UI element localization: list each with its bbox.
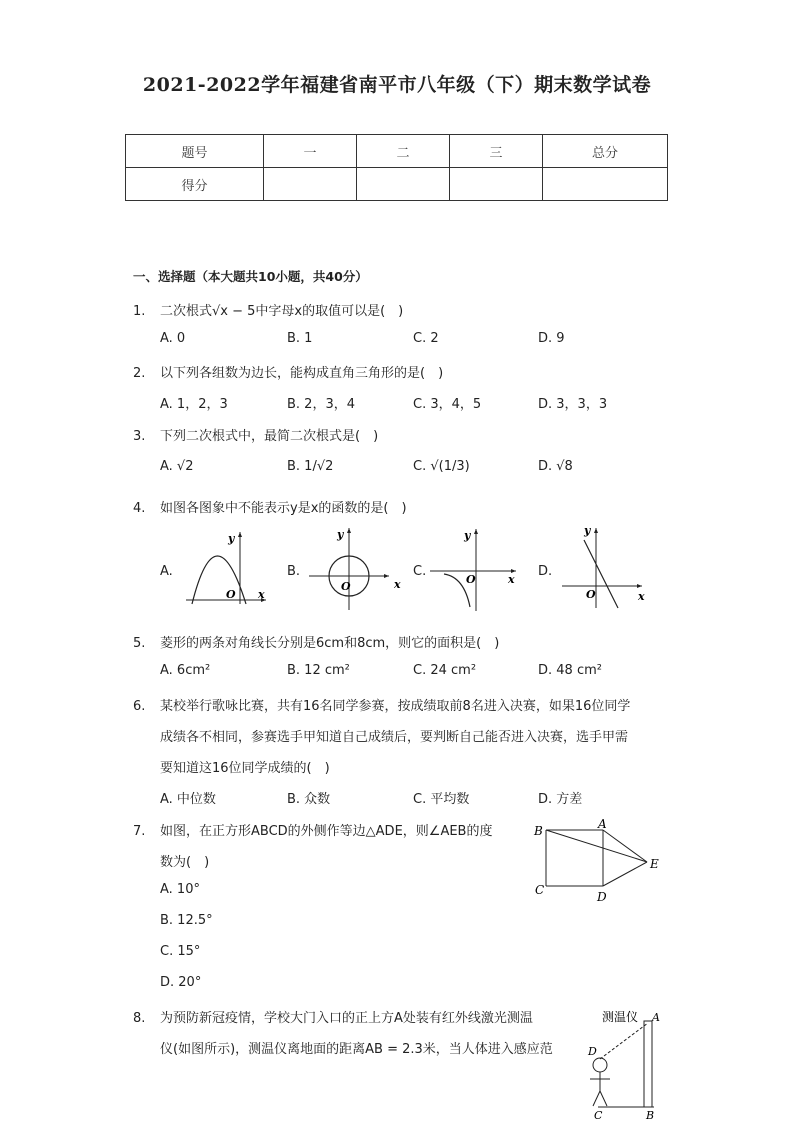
option-b: B. 12.5°	[160, 913, 213, 928]
question-number: 5.	[133, 636, 146, 651]
question-text-line-1: 如图，在正方形ABCD的外侧作等边△ADE，则∠AEB的度	[160, 824, 493, 839]
option-a: A. √2	[160, 459, 194, 474]
option-c: C. 2	[413, 331, 439, 346]
option-b: B. 2，3，4	[287, 397, 355, 412]
option-c: C. 24 cm²	[413, 663, 477, 678]
option-c: C. 15°	[160, 944, 201, 959]
score-input-cell	[543, 168, 668, 201]
option-c: C. √(1/3)	[413, 459, 470, 474]
option-d: D. 3，3，3	[538, 397, 608, 412]
point-label-c: C	[535, 883, 545, 897]
question-4	[133, 497, 407, 516]
table-cell: 总分	[543, 135, 668, 168]
origin-label: O	[226, 588, 236, 601]
option-d: D. √8	[538, 459, 573, 474]
option-a: A. 0	[160, 331, 186, 346]
table-cell: 题号	[126, 135, 264, 168]
x-axis-label: x	[638, 590, 645, 603]
graph-c-hyperbola	[428, 525, 522, 613]
page-title: 2021-2022学年福建省南平市八年级（下）期末数学试卷	[142, 74, 652, 96]
thermometer-label: 测温仪	[602, 1010, 639, 1024]
question-number: 1.	[133, 304, 146, 319]
score-table	[125, 134, 668, 201]
option-b: B. 1/√2	[287, 459, 334, 474]
table-cell: 一	[264, 135, 357, 168]
origin-label: O	[586, 588, 596, 601]
point-label-e: E	[650, 857, 659, 871]
option-d: D. 方差	[538, 792, 583, 807]
question-7	[133, 820, 492, 839]
option-d: D. 9	[538, 331, 565, 346]
question-text: 下列二次根式中，最简二次根式是( )	[160, 429, 379, 444]
table-row	[126, 168, 668, 201]
question-text: 如图各图象中不能表示y是x的函数的是( )	[160, 501, 407, 516]
point-label-a: A	[598, 818, 607, 831]
question-number: 6.	[133, 699, 146, 714]
section-title: 一、选择题（本大题共10小题，共40分）	[133, 269, 368, 284]
option-b: B.	[287, 564, 301, 579]
option-a: A. 1，2，3	[160, 397, 228, 412]
option-b: B. 众数	[287, 792, 331, 807]
option-d: D.	[538, 564, 553, 579]
question-text: 二次根式√x − 5中字母x的取值可以是( )	[160, 304, 404, 319]
question-2	[133, 362, 443, 381]
question-1	[133, 300, 403, 319]
option-d: D. 20°	[160, 975, 202, 990]
question-text-line-2: 成绩各不相同，参赛选手甲知道自己成绩后，要判断自己能否进入决赛，选手甲需	[160, 730, 629, 745]
table-row	[126, 135, 668, 168]
question-number: 7.	[133, 824, 146, 839]
question-text-line-3: 要知道这16位同学成绩的( )	[160, 761, 330, 776]
question-number: 8.	[133, 1011, 146, 1026]
score-input-cell	[357, 168, 450, 201]
question-8	[133, 1007, 533, 1026]
score-input-cell	[264, 168, 357, 201]
option-a: A. 中位数	[160, 792, 216, 807]
table-cell: 三	[450, 135, 543, 168]
question-number: 2.	[133, 366, 146, 381]
question-text-line-1: 某校举行歌咏比赛，共有16名同学参赛，按成绩取前8名进入决赛，如果16位同学	[160, 699, 631, 714]
point-label-c: C	[594, 1109, 603, 1121]
question-number: 4.	[133, 501, 146, 516]
option-d: D. 48 cm²	[538, 663, 602, 678]
point-label-a: A	[652, 1011, 660, 1024]
question-text: 菱形的两条对角线长分别是6cm和8cm，则它的面积是( )	[160, 636, 500, 651]
x-axis-label: x	[258, 588, 265, 601]
option-a: A. 6cm²	[160, 663, 211, 678]
q8-figure-thermometer	[578, 1003, 670, 1121]
y-axis-label: y	[584, 524, 591, 537]
y-axis-label: y	[337, 528, 344, 541]
point-label-d: D	[597, 890, 607, 904]
question-6	[133, 695, 630, 714]
option-b: B. 12 cm²	[287, 663, 350, 678]
table-cell: 二	[357, 135, 450, 168]
origin-label: O	[341, 580, 351, 593]
option-b: B. 1	[287, 331, 313, 346]
question-text-line-1: 为预防新冠疫情，学校大门入口的正上方A处装有红外线激光测温	[160, 1011, 533, 1026]
question-text-line-2: 数为( )	[160, 855, 210, 870]
x-axis-label: x	[508, 573, 515, 586]
y-axis-label: y	[228, 532, 235, 545]
question-3	[133, 425, 378, 444]
graph-a-parabola	[178, 528, 270, 606]
option-a: A. 10°	[160, 882, 200, 897]
point-label-b: B	[534, 824, 543, 838]
point-label-d: D	[588, 1045, 597, 1058]
graph-b-circle	[305, 524, 405, 612]
question-text-line-2: 仪(如图所示)，测温仪离地面的距离AB = 2.3米，当人体进入感应范	[160, 1042, 553, 1057]
option-c: C. 平均数	[413, 792, 470, 807]
point-label-b: B	[646, 1109, 655, 1121]
question-5	[133, 632, 499, 651]
option-a: A.	[160, 564, 173, 579]
option-c: C. 3，4，5	[413, 397, 482, 412]
table-cell: 得分	[126, 168, 264, 201]
question-text: 以下列各组数为边长，能构成直角三角形的是( )	[160, 366, 444, 381]
x-axis-label: x	[394, 578, 401, 591]
score-input-cell	[450, 168, 543, 201]
y-axis-label: y	[464, 529, 471, 542]
origin-label: O	[466, 573, 476, 586]
question-number: 3.	[133, 429, 146, 444]
option-c: C.	[413, 564, 427, 579]
graph-d-line	[558, 522, 650, 610]
q7-figure-square-triangle	[530, 818, 665, 906]
